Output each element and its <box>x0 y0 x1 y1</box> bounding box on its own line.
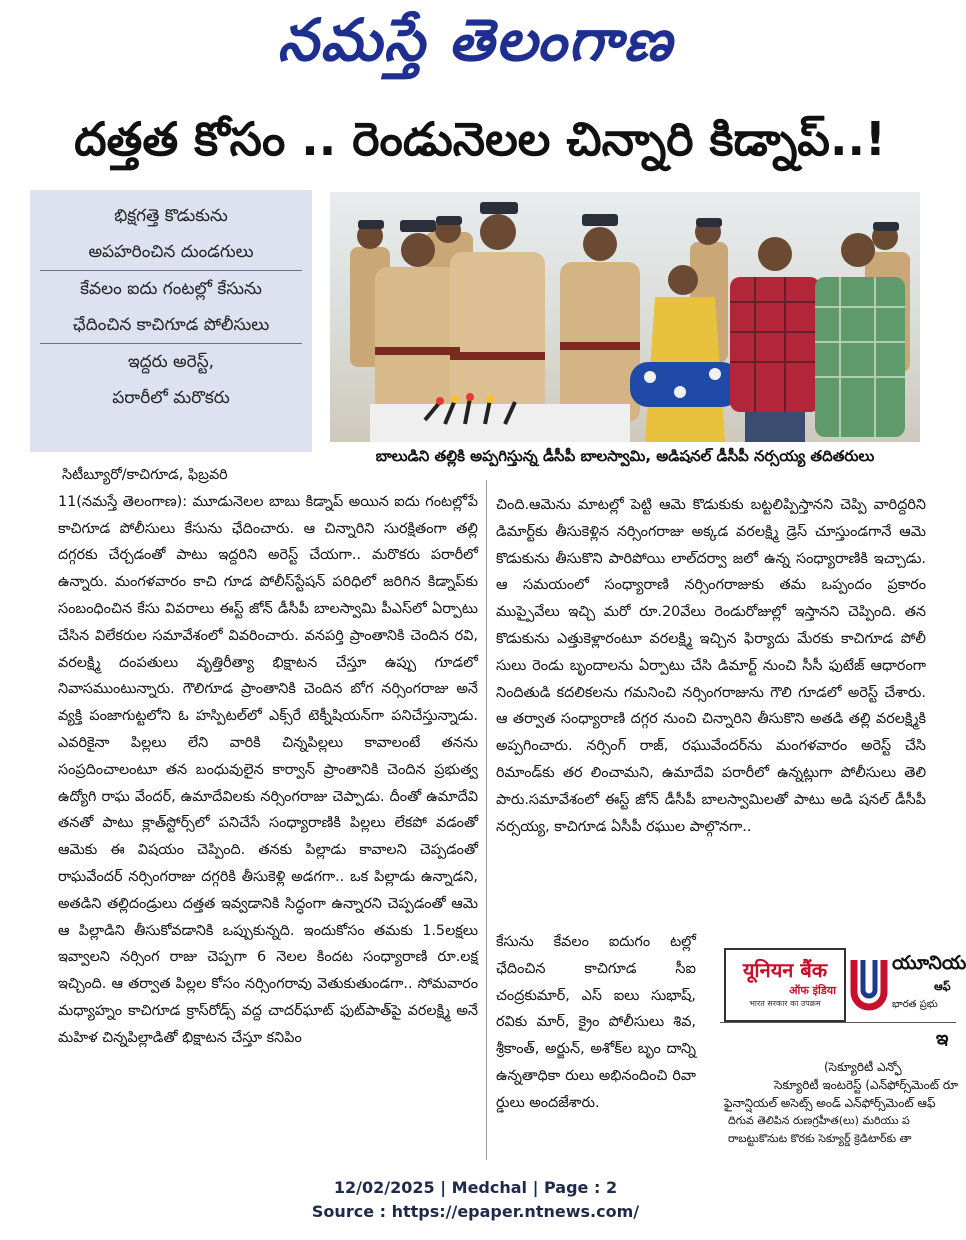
ad-brand-telugu-sub2: భారత ప్రభు <box>892 999 938 1010</box>
deck-line: కేవలం ఐదు గంటల్లో కేసును <box>80 279 262 299</box>
footer-source: Source : https://epaper.ntnews.com/ <box>311 1202 640 1221</box>
article-paragraph: చింది.ఆమెను మాటల్లో పెట్టి ఆమె కొడుకుకు బట్టలిప్పిస్తానని చెప్పి వారిద్దరిని డిమార్ట్‌కు తీసుకెళ్లిన నర్సింగరాజు అక్కడ వరలక్ష్మి డ్రెస్ చూస్తుండగానే ఆమె కొడుకును తీసుకొని పారిపోయి లాల్‌దర్వా జలో ఉన్న సంధ్యారాణికి ఇచ్చాడు. ఆ సమయంలో సంధ్యారాణి నర్సింగరాజుకు తమ ఒప్పందం ప్రకారం ముప్పైవేలు ఇచ్చి మరో రూ.20వేలు రెండురోజుల్లో ఇస్తానని చెప్పింది. తన కొడుకును ఎత్తుకెళ్లారంటూ వరలక్ష్మి ఇచ్చిన ఫిర్యాదు మేరకు కాచిగూడ పోలీ సులు రెండు బృందాలను ఏర్పాటు చేసి డిమార్ట్ నుంచి సీసీ ఫుటేజ్ ఆధారంగా నిందితుడి కదలికలను గమనించి నర్సింగరాజును గౌలి గూడలో అరెస్ట్ చేశారు. ఆ తర్వాత సంధ్యారాణి దగ్గర నుంచి చిన్నారిని తీసుకొని అతడి తల్లి వరలక్ష్మికి అప్పగించారు. నర్సింగ్ రాజ్, రఘువేందర్‌ను మంగళవారం అరెస్ట్ చేసి రిమాండ్‌కు తర లించామని, ఉమాదేవి పరారీలో ఉన్నట్లుగా పోలీసులు తెలి పారు.సమావేశంలో ఈస్ట్ జోన్ డీసీపీ బాలస్వామిలతో పాటు అడి షనల్ డీసీపీ నర్సయ్య, కాచిగూడ ఏసీపీ రఘుల పాల్గొనగా.. <box>496 497 926 835</box>
deck-line: ఇద్దరు అరెస్ట్, <box>127 352 215 372</box>
page-footer <box>0 1176 951 1224</box>
deck-line: పరారీలో మరొకరు <box>112 388 230 408</box>
deck-line: అపహరించిన దుండగులు <box>88 242 254 262</box>
ad-brand-sub: ऑफ इंडिया <box>789 984 836 997</box>
ad-brand-telugu-sub: ఆఫ్ <box>934 980 951 993</box>
union-bank-logo-icon <box>848 954 890 1014</box>
ad-brand-telugu: యూనియ <box>892 952 966 974</box>
photo-caption: బాలుడిని తల్లికి అప్పగిస్తున్న డీసీపీ బాలస్వామి, అడిషనల్ డీసీపీ నర్సయ్య తదితరులు <box>330 444 920 468</box>
column-divider <box>486 480 487 1160</box>
ad-divider <box>720 1022 956 1023</box>
article-column-2 <box>496 492 926 840</box>
article-column-3 <box>496 929 696 1117</box>
ad-line: రాబట్టుకొనుట కొరకు సెక్యూర్డ్ క్రెడిటార్‌కు తా <box>728 1132 912 1145</box>
deck-box <box>30 190 312 452</box>
masthead-logo: నమస్తే తెలంగాణ <box>277 6 674 74</box>
headline: దత్తత కోసం .. రెండునెలల చిన్నారి కిడ్నాప్..! <box>74 112 886 166</box>
deck-line: ఛేదించిన కాచిగూడ పోలీసులు <box>72 315 270 335</box>
article-paragraph: కేసును కేవలం ఐదుగం టల్లో ఛేదించిన కాచిగూడ సీఐ చంద్రకుమార్, ఎస్ ఐలు సుభాష్, రవికు మార్, క్రైం పోలీసులు శివ, శ్రీకాంత్, అర్జున్, అశోక్‌ల బృం దాన్ని ఉన్నతాధికా రులు అభినందించి రివా ర్డులు అందజేశారు. <box>496 934 696 1111</box>
article-column-1 <box>58 462 478 1052</box>
ad-line: సెక్యూరిటీ ఇంటరెస్ట్ (ఎన్‌ఫోర్స్‌మెంట్ రూ <box>774 1078 958 1092</box>
ad-logo-box <box>724 948 846 1022</box>
article-dateline: సిటీబ్యూరో/కాచిగూడ, ఫిబ్రవరి <box>62 467 228 483</box>
deck-line: భిక్షగత్తె కొడుకును <box>114 206 228 226</box>
bank-advertisement <box>716 940 966 1160</box>
ad-line: ఫైనాన్షియల్ అసెట్స్ అండ్ ఎన్‌ఫోర్స్‌మెంట్ ఆఫ్ <box>724 1096 936 1110</box>
police-group-illustration <box>330 192 920 442</box>
ad-line: (సెక్యూరిటీ ఎన్ఫో <box>824 1060 902 1074</box>
ad-tagline: भारत सरकार का उपक्रम <box>749 999 821 1008</box>
news-photo <box>330 192 920 442</box>
article-paragraph: 11(నమస్తే తెలంగాణ): మూడునెలల బాబు కిడ్నాప్ అయిన ఐదు గంటల్లోపే కాచిగూడ పోలీసులు కేసును ఛేదించారు. ఆ చిన్నారిని సురక్షితంగా తల్లి దగ్గరకు చేర్చడంతో పాటు ఇద్దరిని అరెస్ట్ చేయగా.. మరొకరు పరారీలో ఉన్నారు. మంగళవారం కాచి గూడ పోలీస్‌స్టేషన్ పరిధిలో జరిగిన కిడ్నాప్‌కు సంబంధించిన కేసు వివరాలు ఈస్ట్ జోన్ డీసీపీ బాలస్వామి పీఎస్‌లో ఏర్పాటు చేసిన విలేకరుల సమావేశంలో వివరించారు. వనపర్తి ప్రాంతానికి చెందిన రవి, వరలక్ష్మి దంపతులు వృత్తిరీత్యా భిక్షాటన చేస్తూ ఉప్పు గూడలో నివాసముంటున్నారు. గౌలిగూడ ప్రాంతానికి చెందిన బోగ నర్సింగరాజు అనే వ్యక్తి పంజాగుట్టలోని ఓ హస్పిటల్‌లో ఎక్స్‌రే టెక్నీషియన్‌గా పనిచేస్తున్నాడు. ఎవరికైనా పిల్లలు లేని వారికి చిన్నపిల్లలు కావాలంటే తనను సంప్రదించాలంటూ తన బంధువులైన కార్వాన్ ప్రాంతానికి చెందిన ప్రభుత్వ ఉద్యోగి రాఘ వేందర్, ఉమాదేవిలకు నర్సింగరాజు చెప్పాడు. దీంతో ఉమాదేవి తనతో పాటు క్లాత్‌స్టోర్స్‌లో పనిచేసే సంధ్యారాణికి పిల్లలు లేకపో వడంతో ఆమెకు ఈ విషయం చెప్పింది. తనకు పిల్లాడు కావాలని చెప్పడంతో రాఘవేందర్ నర్సింగరాజు దగ్గరికి తీసుకెళ్లి అడగగా.. ఒక పిల్లాడు ఉన్నాడని, అతడిని తల్లిదండ్రులు దత్తత ఇవ్వడానికి సిద్ధంగా ఉన్నారని చెప్పడంతో ఆమె ఆ పిల్లాడిని తీసుకోవడానికి ఒప్పుకున్నది. ఇందుకోసం తమకు 1.5లక్షలు ఇవ్వాలని నర్సింగ రాజు చెప్పగా 6 నెలల కిందట సంధ్యారాణి రూ.లక్ష ఇచ్చింది. ఆ తర్వాత పిల్లల కోసం నర్సింగరావు వెతుకుతుండగా.. సోమవారం మధ్యాహ్నం కాచిగూడ క్రాస్‌రోడ్స్ వద్ద చాదర్‌ఘాట్ ఫుట్‌పాత్‌పై వరలక్ష్మి అనే మహిళ చిన్నపిల్లాడితో భిక్షాటన చేస్తూ కనిపిం <box>58 493 478 1046</box>
ad-notice-letter: ఇ <box>936 1028 949 1049</box>
footer-date-page: 12/02/2025 | Medchal | Page : 2 <box>333 1178 618 1197</box>
ad-brand-hindi: यूनियन बैंक <box>742 958 828 982</box>
ad-line: దిగువ తెలిపిన రుణగ్రహీత(లు) మరియు ప <box>728 1114 910 1127</box>
